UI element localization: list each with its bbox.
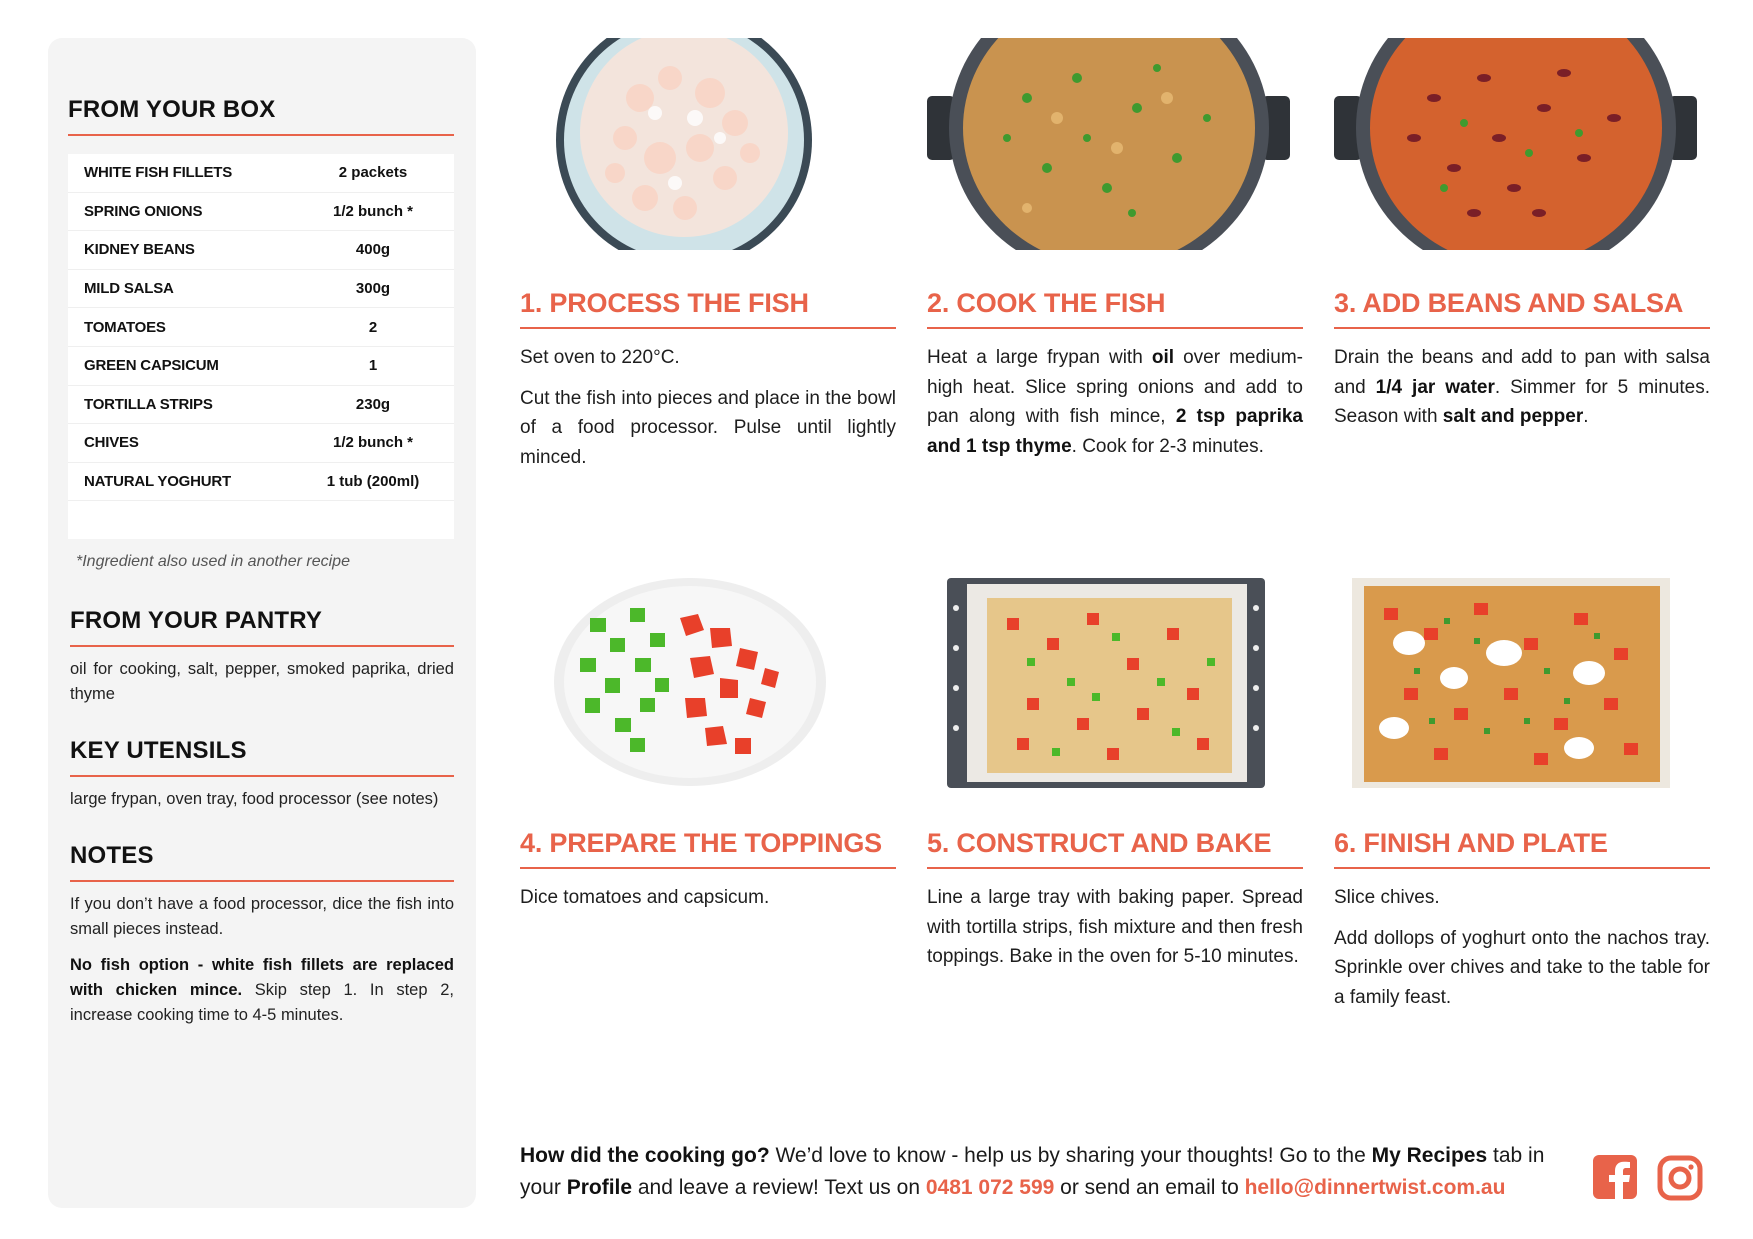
ingredient-qty: 1/2 bunch *	[332, 434, 414, 452]
step-2-body	[927, 343, 1303, 461]
notes-title: NOTES	[70, 842, 454, 882]
ingredient-name: KIDNEY BEANS	[84, 241, 195, 259]
step-6-text-1: Slice chives.	[1334, 887, 1440, 908]
step-1-title: 1. PROCESS THE FISH	[520, 288, 896, 329]
step-5-text: Line a large tray with baking paper. Spread with tortilla strips, fish mixture and then fresh toppings. Bake in the oven for 5-10 minutes.	[927, 887, 1303, 967]
profile-label: Profile	[566, 1176, 633, 1199]
step-5-photo	[927, 578, 1303, 790]
ingredient-row	[68, 463, 454, 502]
step-3-text-water: 1/4 jar water	[1375, 376, 1495, 398]
step-2-text-oil: oil	[1151, 347, 1175, 368]
ingredient-row	[68, 231, 454, 270]
step-2	[927, 38, 1303, 461]
step-3-text-seasoning: salt and pepper	[1442, 406, 1584, 427]
step-5-body	[927, 883, 1303, 972]
footer-text-2: tab in your	[520, 1144, 1545, 1199]
utensils-text: large frypan, oven tray, food processor (see notes)	[70, 790, 439, 809]
step-6-photo	[1334, 578, 1710, 790]
email-link[interactable]: hello@dinnertwist.com.au	[1244, 1176, 1506, 1199]
no-fish-option-rest: Skip step 1. In step 2, increase cooking time to 4-5 minutes.	[70, 981, 454, 1025]
ingredient-row	[68, 347, 454, 386]
table-spacer	[68, 501, 454, 539]
footer-text-3: and leave a review! Text us on	[632, 1176, 926, 1199]
ingredient-name: TORTILLA STRIPS	[84, 395, 213, 413]
step-6-title: 6. FINISH AND PLATE	[1334, 828, 1710, 869]
phone-number-link[interactable]: 0481 072 599	[925, 1176, 1055, 1199]
ingredient-footnote: *Ingredient also used in another recipe	[76, 553, 350, 571]
step-1-body	[520, 343, 896, 472]
ingredient-name: MILD SALSA	[84, 280, 174, 298]
step-1-text-1: Set oven to 220°C.	[520, 347, 680, 368]
step-4-body	[520, 883, 896, 913]
pantry-text: oil for cooking, salt, pepper, smoked paprika, dried thyme	[70, 660, 454, 704]
ingredient-row	[68, 386, 454, 425]
pantry-section	[70, 607, 454, 707]
step-4-title: 4. PREPARE THE TOPPINGS	[520, 828, 896, 869]
footer-text-4: or send an email to	[1054, 1176, 1245, 1199]
no-fish-option-bold: No fish option - white fish fillets are replaced with chicken mince.	[70, 956, 454, 1000]
ingredient-name: WHITE FISH FILLETS	[84, 164, 233, 182]
step-1	[520, 38, 896, 472]
ingredient-row	[68, 308, 454, 347]
step-5	[927, 578, 1303, 972]
ingredient-row	[68, 154, 454, 193]
step-3-text-e: .	[1583, 406, 1589, 427]
review-footer	[520, 1140, 1580, 1204]
step-2-text-c: over medium-high heat. Slice spring onions and add to pan along with fish mince,	[927, 347, 1303, 427]
notes-section	[70, 842, 454, 1028]
instagram-icon[interactable]	[1657, 1155, 1703, 1201]
ingredient-name: NATURAL YOGHURT	[84, 473, 232, 491]
utensils-section	[70, 737, 454, 812]
ingredient-name: CHIVES	[84, 434, 139, 452]
ingredient-name: TOMATOES	[84, 318, 166, 336]
step-4-text: Dice tomatoes and capsicum.	[520, 887, 770, 908]
pantry-title: FROM YOUR PANTRY	[70, 607, 454, 647]
facebook-icon[interactable]	[1593, 1155, 1637, 1199]
step-2-title: 2. COOK THE FISH	[927, 288, 1303, 329]
ingredient-name: GREEN CAPSICUM	[84, 357, 219, 375]
step-4-photo	[520, 578, 896, 790]
ingredient-qty: 2 packets	[338, 164, 408, 182]
ingredient-qty: 1 tub (200ml)	[326, 473, 420, 491]
ingredient-row	[68, 270, 454, 309]
step-3-text-c: . Simmer for 5 minutes. Season with	[1334, 376, 1711, 427]
ingredient-qty: 400g	[355, 241, 391, 259]
ingredients-table	[68, 154, 454, 539]
step-2-photo	[927, 38, 1303, 250]
step-1-photo	[520, 38, 896, 250]
step-3-title: 3. ADD BEANS AND SALSA	[1334, 288, 1710, 329]
step-6-body	[1334, 883, 1710, 1012]
no-fish-option-text	[70, 953, 454, 1028]
step-6	[1334, 578, 1710, 1012]
ingredient-name: SPRING ONIONS	[84, 202, 203, 220]
step-3-photo	[1334, 38, 1710, 250]
step-1-text-2: Cut the fish into pieces and place in the bowl of a food processor. Pulse until lightly minced.	[520, 387, 897, 468]
step-4	[520, 578, 896, 913]
step-2-text-a: Heat a large frypan with	[927, 347, 1152, 368]
step-2-text-e: . Cook for 2-3 minutes.	[1071, 435, 1264, 457]
step-3-body	[1334, 343, 1710, 432]
my-recipes-label: My Recipes	[1371, 1144, 1488, 1167]
from-your-box-title: FROM YOUR BOX	[68, 96, 454, 136]
step-6-text-2: Add dollops of yoghurt onto the nachos tray. Sprinkle over chives and take to the table for a family feast.	[1334, 927, 1710, 1008]
ingredient-qty: 2	[368, 318, 378, 336]
ingredient-row	[68, 193, 454, 232]
step-3-text-a: Drain the beans and add to pan with salsa and	[1334, 347, 1710, 398]
footer-text-1: We’d love to know - help us by sharing your thoughts! Go to the	[769, 1144, 1372, 1167]
footer-question: How did the cooking go?	[520, 1144, 770, 1167]
ingredient-qty: 230g	[355, 395, 391, 413]
notes-text: If you don’t have a food processor, dice the fish into small pieces instead.	[70, 895, 454, 939]
step-3-text	[1334, 343, 1710, 432]
step-2-text-spices: 2 tsp paprika and 1 tsp thyme	[927, 406, 1303, 457]
ingredients-panel	[48, 38, 476, 1208]
ingredient-qty: 1/2 bunch *	[332, 202, 414, 220]
ingredient-qty: 1	[368, 357, 378, 375]
utensils-title: KEY UTENSILS	[70, 737, 454, 777]
ingredient-qty: 300g	[355, 280, 391, 298]
ingredient-row	[68, 424, 454, 463]
step-2-text	[927, 343, 1303, 461]
step-5-title: 5. CONSTRUCT AND BAKE	[927, 828, 1303, 869]
step-3	[1334, 38, 1710, 432]
